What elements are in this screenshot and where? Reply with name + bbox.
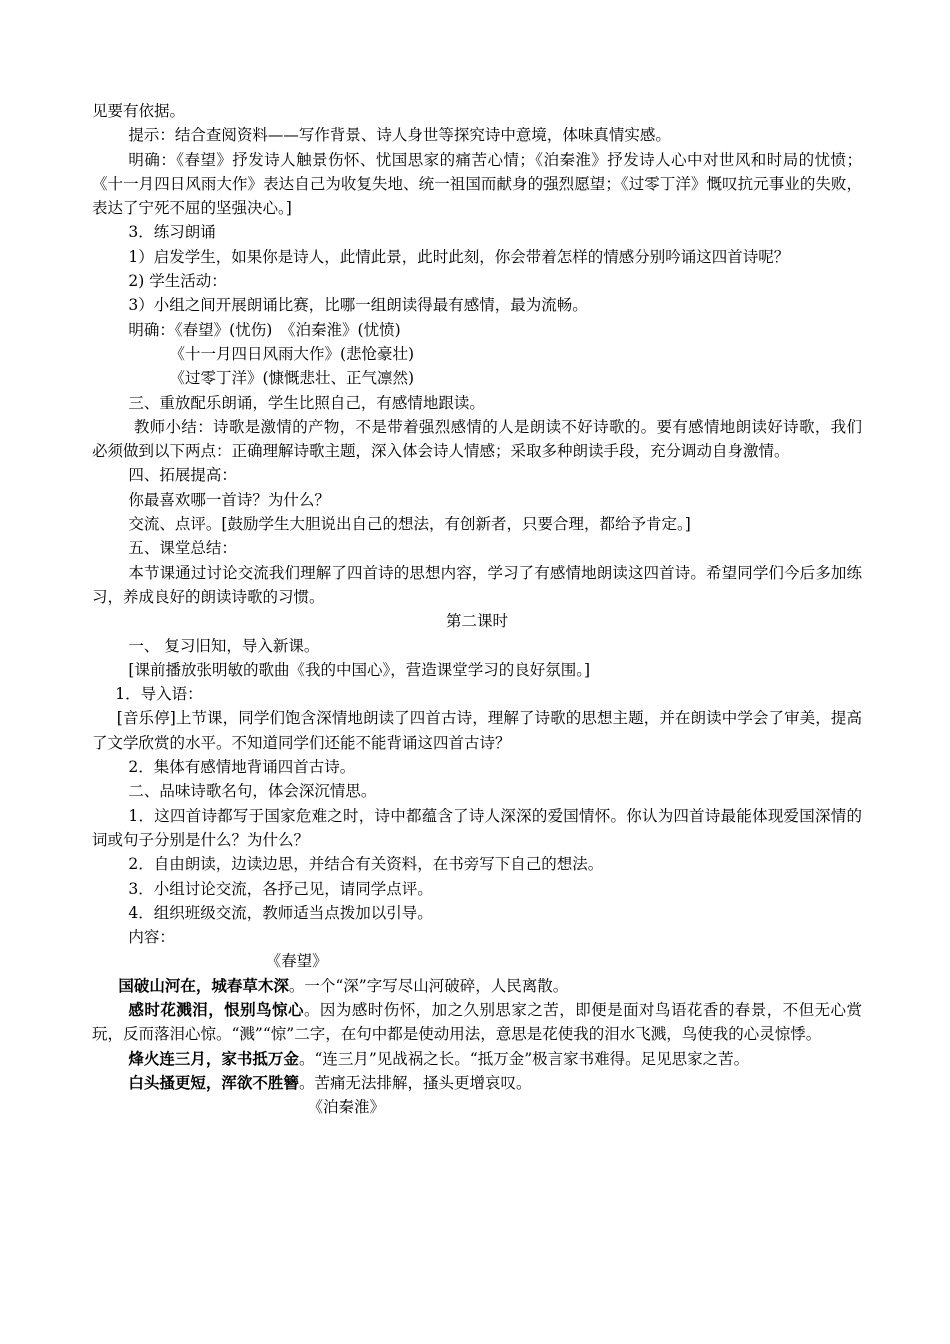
paragraph: 2) 学生活动： xyxy=(128,272,227,291)
paragraph: 3．练习朗诵 xyxy=(128,223,216,242)
paragraph: 五、课堂总结： xyxy=(128,539,237,558)
poem-quote: 白头搔更短，浑欲不胜簪 xyxy=(128,1072,299,1092)
section-heading: 第二课时 xyxy=(445,612,508,631)
paragraph: 见要有依据。 xyxy=(92,102,186,120)
paragraph: 1．这四首诗都写于国家危难之时，诗中都蕴含了诗人深深的爱国情怀。你认为四首诗最能体现爱国深情的词或句子分别是什么？为什么？ xyxy=(92,806,862,849)
paragraph: [音乐停]上节课，同学们饱含深情地朗读了四首古诗，理解了诗歌的思想主题，并在朗读中学会了审美，提高了文学欣赏的水平。不知道同学们还能不能背诵这四首古诗？ xyxy=(92,709,862,752)
poem-note: 。“连三月”见战祸之长。“抵万金”极言家书难得。足见思家之苦。 xyxy=(298,1049,750,1068)
poem-title: 《春望》 xyxy=(265,952,328,971)
poem-note: 。苦痛无法排解，搔头更增哀叹。 xyxy=(298,1073,532,1092)
poem-line xyxy=(92,1047,862,1071)
poem-line xyxy=(92,1071,862,1095)
paragraph: 本节课通过讨论交流我们理解了四首诗的思想内容，学习了有感情地朗读这四首诗。希望同学们今后多加练习，养成良好的朗读诗歌的习惯。 xyxy=(92,563,862,606)
poem-note: 。因为感时伤怀，加之久别思家之苦，即便是面对鸟语花香的春景，不但无心赏玩，反而落泪心惊。“溅”“惊”二字，在句中都是使动用法，意思是花使我的泪水飞溅，鸟使我的心灵惊悸。 xyxy=(92,1000,862,1044)
paragraph: 明确：《春望》(忧伤) 《泊秦淮》(忧愤) xyxy=(128,320,401,339)
paragraph: 一、 复习旧知，导入新课。 xyxy=(128,636,320,655)
poem-quote: 感时花溅泪，恨别鸟惊心 xyxy=(128,999,304,1019)
paragraph: 你最喜欢哪一首诗？为什么？ xyxy=(128,490,330,509)
poem-note: 。一个“深”字写尽山河破碎，人民离散。 xyxy=(288,976,569,995)
poem-quote: 国破山河在，城春草木深 xyxy=(118,975,289,995)
paragraph: 《过零丁洋》(慷慨悲壮、正气凛然) xyxy=(169,369,415,388)
paragraph: 明确：《春望》抒发诗人触景伤怀、忧国思家的痛苦心情；《泊秦淮》抒发诗人心中对世风和时局的忧愤；《十一月四日风雨大作》表达自己为收复失地、统一祖国而献身的强烈愿望；《过零丁洋》慨叹抗元事业的失败，表达了宁死不屈的坚强决心。] xyxy=(92,150,862,218)
paragraph: 1．导入语： xyxy=(115,685,203,704)
paragraph: 《十一月四日风雨大作》(悲怆豪壮) xyxy=(169,344,415,363)
paragraph: 2．集体有感情地背诵四首古诗。 xyxy=(128,758,356,777)
paragraph: 教师小结：诗歌是激情的产物，不是带着强烈感情的人是朗读不好诗歌的。要有感情地朗读好诗歌，我们必须做到以下两点：正确理解诗歌主题，深入体会诗人情感；采取多种朗读手段，充分调动自身激情。 xyxy=(92,417,862,461)
paragraph: 2．自由朗读，边读边思，并结合有关资料，在书旁写下自己的想法。 xyxy=(128,855,604,874)
poem-quote: 烽火连三月，家书抵万金 xyxy=(128,1048,299,1068)
poem-line xyxy=(92,998,862,1047)
paragraph: 三、重放配乐朗诵，学生比照自己，有感情地跟读。 xyxy=(128,393,485,412)
poem-title: 《泊秦淮》 xyxy=(307,1098,385,1117)
paragraph: 交流、点评。[鼓励学生大胆说出自己的想法，有创新者，只要合理，都给予肯定。] xyxy=(128,515,691,534)
paragraph: 二、品味诗歌名句，体会深沉情思。 xyxy=(128,782,377,801)
paragraph: 四、拓展提高： xyxy=(128,466,237,485)
paragraph: [课前播放张明敏的歌曲《我的中国心》，营造课堂学习的良好氛围。] xyxy=(128,660,591,679)
document-body xyxy=(92,99,862,1119)
paragraph: 内容： xyxy=(128,928,175,947)
paragraph: 提示：结合查阅资料——写作背景、诗人身世等探究诗中意境，体味真情实感。 xyxy=(128,126,671,145)
paragraph: 3．小组讨论交流，各抒己见，请同学点评。 xyxy=(128,879,433,898)
paragraph: 3）小组之间开展朗诵比赛，比哪一组朗读得最有感情，最为流畅。 xyxy=(128,296,588,315)
paragraph: 1）启发学生，如果你是诗人，此情此景，此时此刻，你会带着怎样的情感分别吟诵这四首诗呢？ xyxy=(128,247,790,266)
paragraph: 4．组织班级交流，教师适当点拨加以引导。 xyxy=(128,903,433,922)
poem-line xyxy=(92,974,862,998)
